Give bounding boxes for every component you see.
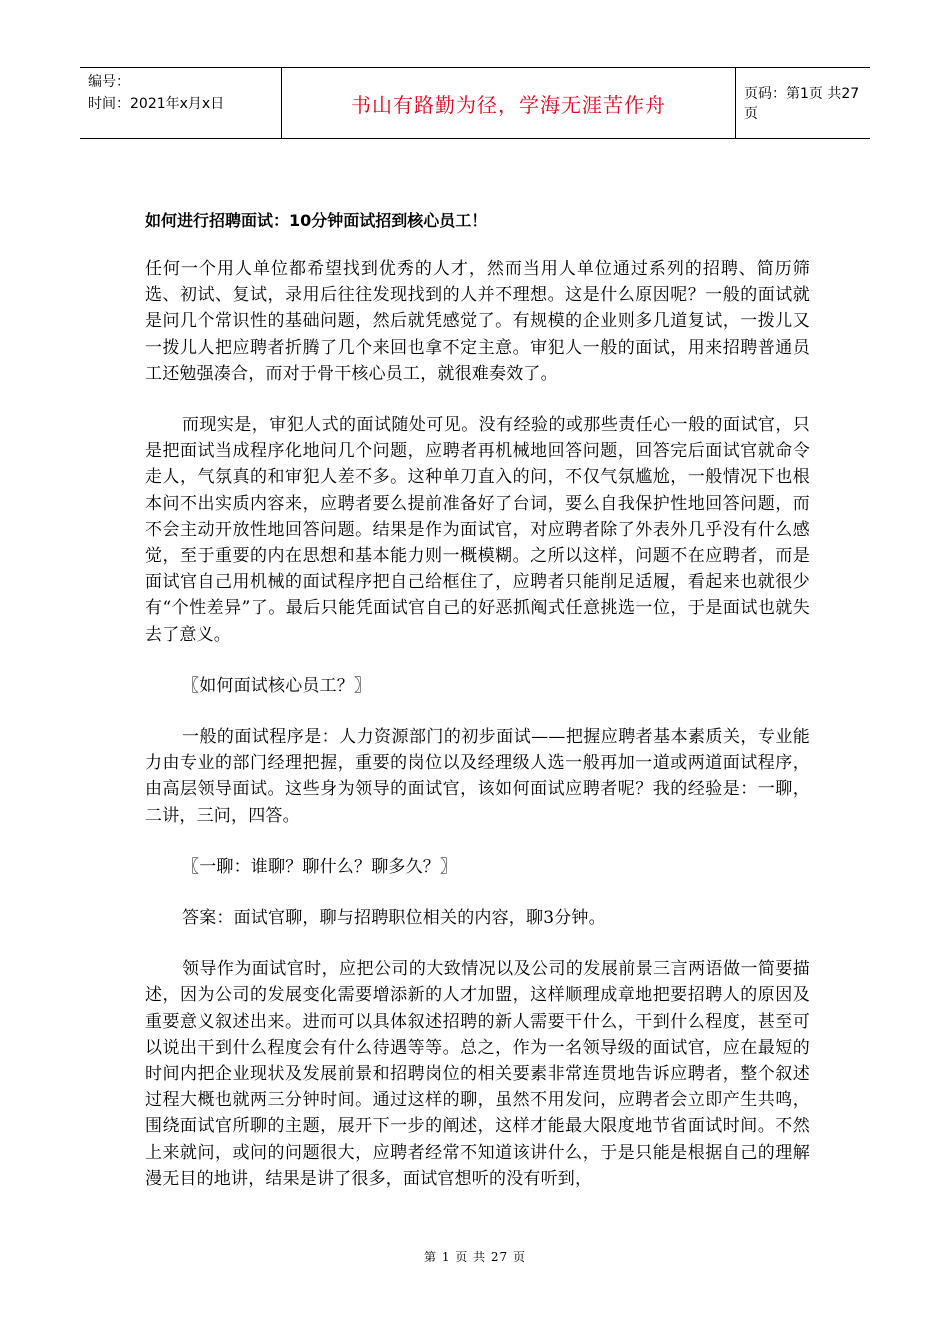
page-footer: 第 1 页 共 27 页 [424,1250,526,1264]
header-meta [80,68,281,138]
section-heading-chat: 〖一聊：谁聊？聊什么？聊多久？〗 [182,856,458,877]
paragraph-intro: 任何一个用人单位都希望找到优秀的人才，然而当用人单位通过系列的招聘、简历筛选、初试、复试，录用后往往发现找到的人并不理想。这是什么原因呢？一般的面试就是问几个常识性的基础问题，然后就凭感觉了。有规模的企业则多几道复试，一拨儿又一拨儿人把应聘者折腾了几个来回也拿不定主意。审犯人一般的面试，用来招聘普通员工还勉强凑合，而对于骨干核心员工，就很难奏效了。 [145,259,810,384]
section-heading-core-staff: 〖如何面试核心员工？〗 [182,675,372,696]
header-page-info: 页码：第1页 共27页 [744,86,860,122]
document-time-label: 时间：2021年x月x日 [88,96,225,112]
page-header [80,67,870,139]
paragraph-leader: 领导作为面试官时，应把公司的大致情况以及公司的发展前景三言两语做一简要描述，因为公司的发展变化需要增添新的人才加盟，这样顺理成章地把要招聘人的原因及重要意义叙述出来。进而可以具体叙述招聘的新人需要干什么，干到什么程度，甚至可以说出干到什么程度会有什么待遇等等。总之，作为一名领导级的面试官，应在最短的时间内把企业现状及发展前景和招聘岗位的相关要素非常连贯地告诉应聘者，整个叙述过程大概也就两三分钟时间。通过这样的聊，虽然不用发问，应聘者会立即产生共鸣，围绕面试官所聊的主题，展开下一步的阐述，这样才能最大限度地节省面试时间。不然上来就问，或问的问题很大，应聘者经常不知道该讲什么，于是只能是根据自己的理解漫无目的地讲，结果是讲了很多，面试官想听的没有听到， [145,959,810,1189]
article-body [145,208,810,1217]
header-motto-cell [281,68,736,138]
document-number-label: 编号： [88,74,130,90]
paragraph-reality: 而现实是，审犯人式的面试随处可见。没有经验的或那些责任心一般的面试官，只是把面试当成程序化地问几个问题，应聘者再机械地回答问题，回答完后面试官就命令走人，气氛真的和审犯人差不多。这种单刀直入的问，不仅气氛尴尬，一般情况下也根本问不出实质内容来，应聘者要么提前准备好了台词，要么自我保护性地回答问题，而不会主动开放性地回答问题。结果是作为面试官，对应聘者除了外表外几乎没有什么感觉，至于重要的内在思想和基本能力则一概模糊。之所以这样，问题不在应聘者，而是面试官自己用机械的面试程序把自己给框住了，应聘者只能削足适履，看起来也就很少有“个性差异”了。最后只能凭面试官自己的好恶抓阄式任意挑选一位，于是面试也就失去了意义。 [145,415,810,645]
paragraph-answer: 答案：面试官聊，聊与招聘职位相关的内容，聊3分钟。 [182,908,606,929]
paragraph-procedure: 一般的面试程序是：人力资源部门的初步面试——把握应聘者基本素质关，专业能力由专业的部门经理把握，重要的岗位以及经理级人选一般再加一道或两道面试程序，由高层领导面试。这些身为领导的面试官，该如何面试应聘者呢？我的经验是：一聊，二讲，三问，四答。 [145,727,810,826]
article-title: 如何进行招聘面试：10分钟面试招到核心员工！ [145,211,488,230]
header-motto: 书山有路勤为径，学海无涯苦作舟 [351,92,666,117]
